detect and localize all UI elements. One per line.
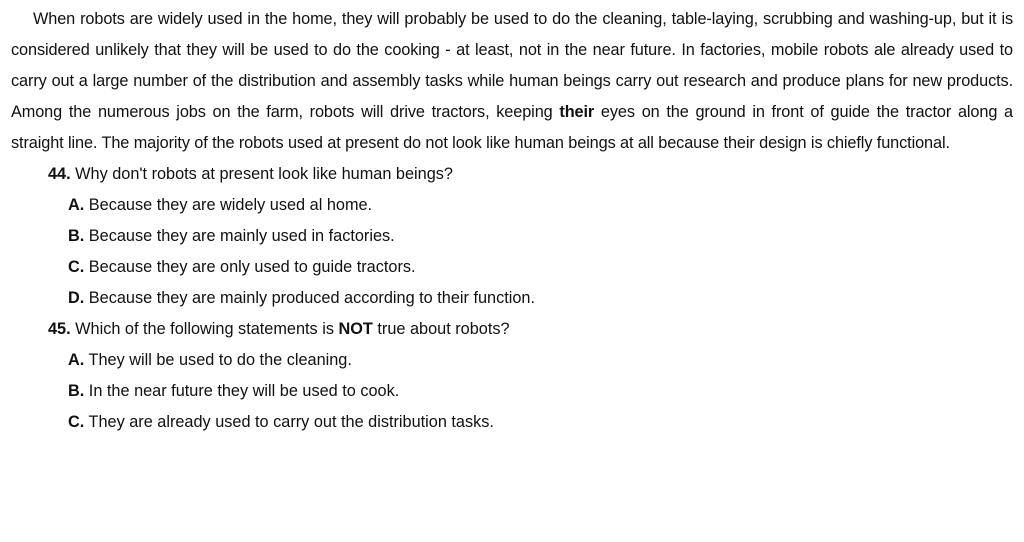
option-text: They are already used to carry out the distribution tasks.	[84, 413, 494, 431]
option-text: Because they are widely used al home.	[84, 196, 373, 214]
option-letter: D.	[68, 289, 85, 307]
option-45-c	[11, 407, 1013, 438]
question-text-before: Which of the following statements is	[70, 320, 339, 338]
question-number: 45.	[48, 320, 71, 338]
option-letter: B.	[68, 382, 85, 400]
question-45	[11, 314, 1013, 345]
option-text: Because they are mainly produced according to their function.	[84, 289, 535, 307]
option-letter: A.	[68, 196, 85, 214]
option-letter: B.	[68, 227, 85, 245]
document-body	[11, 4, 1013, 438]
option-45-a	[11, 345, 1013, 376]
option-text: Because they are only used to guide tractors.	[84, 258, 416, 276]
option-text: They will be used to do the cleaning.	[84, 351, 352, 369]
option-letter: C.	[68, 258, 85, 276]
option-44-d	[11, 283, 1013, 314]
option-45-b	[11, 376, 1013, 407]
option-text: In the near future they will be used to cook.	[84, 382, 400, 400]
passage-text-part2: eyes on the ground in front of guide the tractor along a straight line. The majority of the robots used at present do not look like human beings at all because their design is chiefly functional.	[11, 103, 1013, 152]
question-text-after: true about robots?	[372, 320, 510, 338]
option-text: Because they are mainly used in factories.	[84, 227, 395, 245]
option-letter: C.	[68, 413, 85, 431]
option-44-a	[11, 190, 1013, 221]
reading-passage	[11, 4, 1013, 159]
question-text: Why don't robots at present look like human beings?	[70, 165, 453, 183]
option-letter: A.	[68, 351, 85, 369]
passage-bold-word: their	[559, 103, 595, 121]
question-emphasis: NOT	[338, 320, 373, 338]
question-number: 44.	[48, 165, 71, 183]
option-44-b	[11, 221, 1013, 252]
option-44-c	[11, 252, 1013, 283]
passage-text-part1: When robots are widely used in the home, they will probably be used to do the cleaning, table-laying, scrubbing and washing-up, but it is considered unlikely that they will be used to do the cooking - at least, not in the near future. In factories, mobile robots ale already used to carry out a large number of the distribution and assembly tasks while human beings carry out research and produce plans for new products. Among the numerous jobs on the farm, robots will drive tractors, keeping	[11, 10, 1013, 121]
question-44	[11, 159, 1013, 190]
